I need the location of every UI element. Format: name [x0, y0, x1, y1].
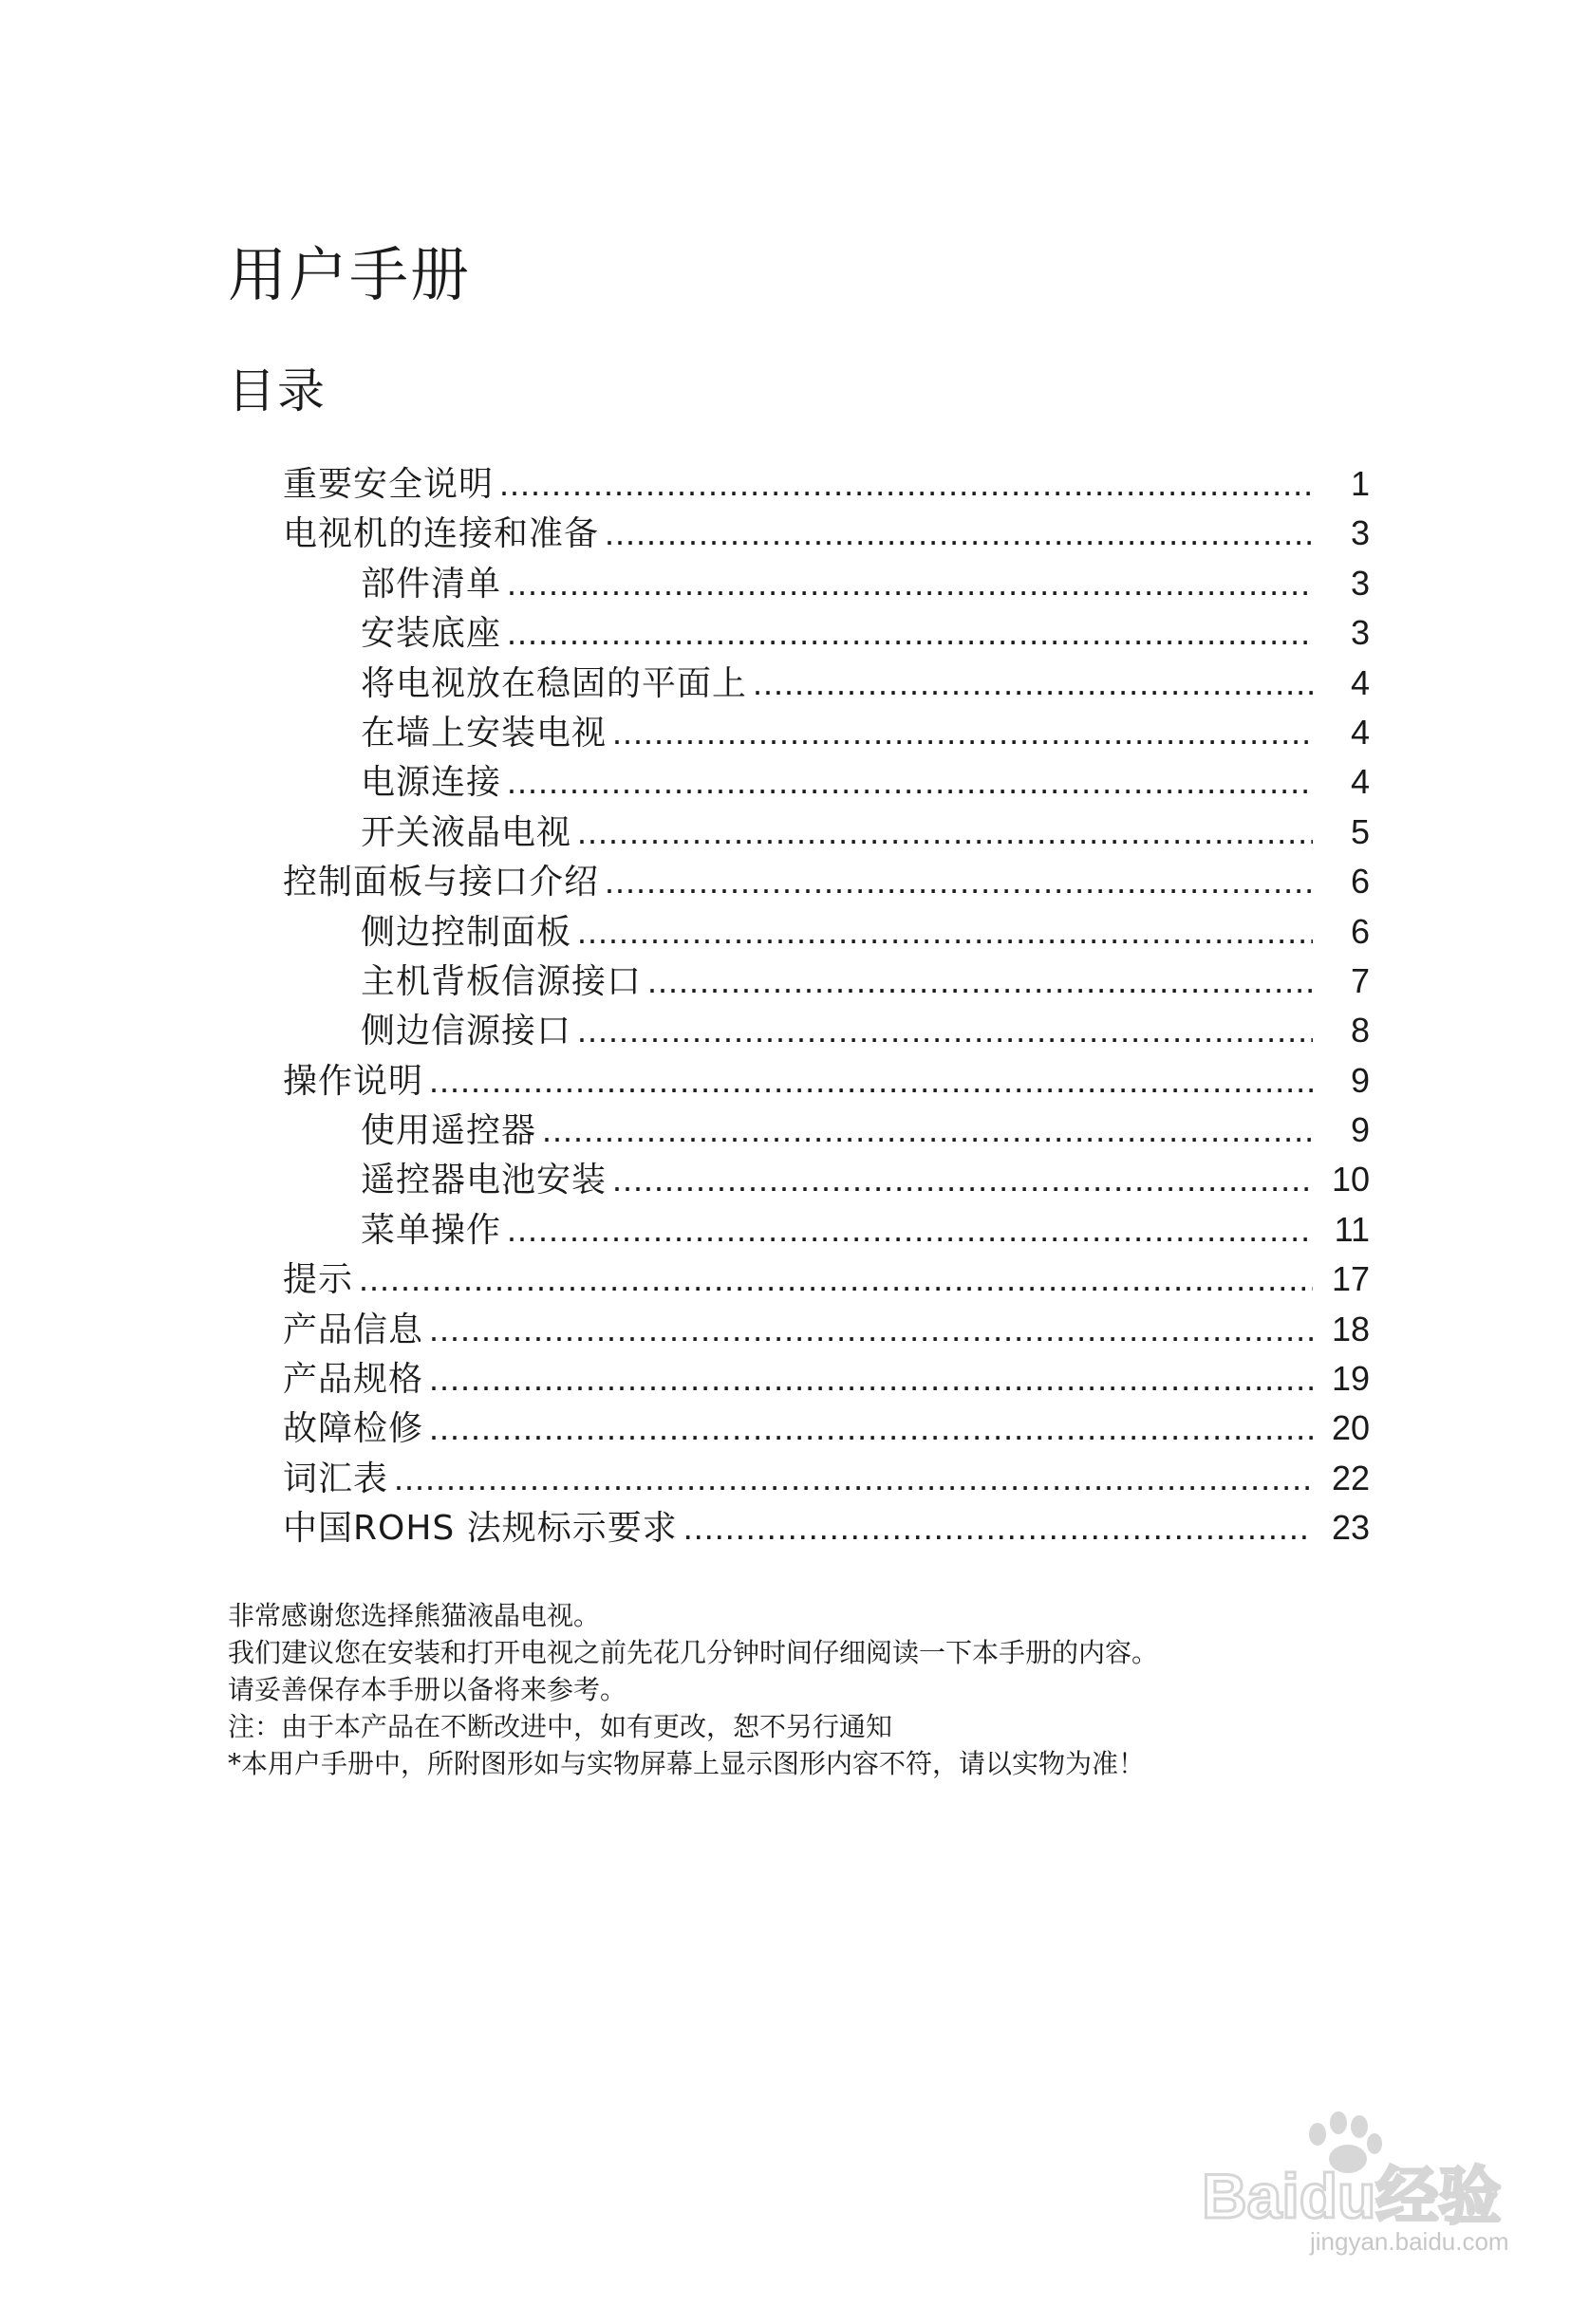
toc-entry-label: 操作说明 [283, 1061, 424, 1101]
toc-entry [283, 608, 1370, 658]
toc-entry-page: 17 [1331, 1259, 1370, 1299]
toc-dot-leader [507, 757, 1313, 807]
note-line: 我们建议您在安装和打开电视之前先花几分钟时间仔细阅读一下本手册的内容。 [228, 1637, 1159, 1668]
toc-entry-label: 提示 [283, 1260, 354, 1300]
toc-dot-leader [499, 459, 1313, 509]
toc-dot-leader [577, 907, 1313, 957]
toc-entry [283, 1155, 1370, 1204]
toc-entry [283, 1056, 1370, 1106]
toc-entry-label: 在墙上安装电视 [361, 713, 608, 753]
toc-entry [283, 1404, 1370, 1453]
toc-entry-label: 部件清单 [361, 564, 502, 604]
toc-entry [283, 1454, 1370, 1503]
toc-entry [283, 1354, 1370, 1404]
toc-dot-leader [507, 559, 1313, 608]
watermark-brand: Baidu经验 [1202, 2161, 1502, 2231]
toc-entry-page: 5 [1350, 811, 1370, 851]
toc-dot-leader [429, 1056, 1313, 1106]
toc-entry-label: 使用遥控器 [361, 1111, 537, 1151]
toc-dot-leader [683, 1503, 1313, 1552]
toc-entry-page: 9 [1350, 1110, 1370, 1150]
toc-entry-label: 产品规格 [283, 1360, 424, 1400]
baidu-jingyan-watermark [1196, 2106, 1519, 2258]
toc-entry-label: 故障检修 [283, 1409, 424, 1449]
note-line: 请妥善保存本手册以备将来参考。 [228, 1674, 627, 1705]
toc-entry-label: 安装底座 [361, 614, 502, 654]
toc-entry-page: 19 [1331, 1359, 1370, 1399]
toc-entry [283, 1503, 1370, 1552]
note-line: 非常感谢您选择熊猫液晶电视。 [228, 1600, 601, 1631]
toc-entry-page: 10 [1331, 1160, 1370, 1199]
toc-entry-page: 11 [1334, 1209, 1370, 1249]
table-of-contents [283, 459, 1370, 1553]
toc-entry-label: 词汇表 [283, 1459, 389, 1498]
toc-dot-leader [429, 1305, 1313, 1354]
toc-entry [283, 857, 1370, 906]
toc-entry-label: 电视机的连接和准备 [283, 514, 600, 554]
toc-entry-label: 控制面板与接口介绍 [283, 863, 600, 902]
toc-dot-leader [612, 1155, 1313, 1204]
toc-entry-label: 产品信息 [283, 1310, 424, 1349]
toc-entry-page: 20 [1331, 1408, 1370, 1448]
toc-entry-label: 重要安全说明 [283, 465, 495, 504]
toc-dot-leader [605, 857, 1313, 906]
toc-entry [283, 1106, 1370, 1155]
toc-entry [283, 1006, 1370, 1055]
toc-entry [283, 708, 1370, 757]
toc-entry-label: 将电视放在稳固的平面上 [361, 663, 748, 703]
toc-entry [283, 459, 1370, 509]
toc-entry-label: 开关液晶电视 [361, 812, 572, 852]
toc-entry-page: 4 [1350, 762, 1370, 802]
toc-dot-leader [359, 1255, 1313, 1304]
toc-entry-page: 7 [1350, 960, 1370, 1000]
toc-dot-leader [612, 708, 1313, 757]
toc-entry-page: 6 [1350, 911, 1370, 951]
toc-entry [283, 957, 1370, 1006]
toc-entry-label: 主机背板信源接口 [361, 961, 643, 1001]
toc-entry-page: 4 [1350, 662, 1370, 702]
toc-entry [283, 1305, 1370, 1354]
toc-dot-leader [753, 659, 1313, 708]
toc-entry-page: 6 [1350, 862, 1370, 902]
toc-entry-label: 中国ROHS 法规标示要求 [283, 1509, 678, 1549]
toc-entry [283, 808, 1370, 857]
toc-entry-page: 9 [1350, 1060, 1370, 1100]
note-line: *本用户手册中，所附图形如与实物屏幕上显示图形内容不符，请以实物为准！ [228, 1748, 1146, 1779]
toc-entry-page: 3 [1350, 563, 1370, 603]
toc-dot-leader [394, 1454, 1313, 1503]
toc-dot-leader [605, 509, 1313, 558]
toc-entry-label: 侧边信源接口 [361, 1012, 572, 1051]
watermark-url: jingyan.baidu.com [1310, 2227, 1509, 2256]
toc-entry-page: 1 [1350, 464, 1370, 503]
toc-entry-page: 3 [1350, 613, 1370, 653]
toc-entry-page: 18 [1331, 1309, 1370, 1348]
toc-entry [283, 757, 1370, 807]
toc-entry-label: 侧边控制面板 [361, 912, 572, 952]
toc-dot-leader [507, 1205, 1313, 1255]
toc-dot-leader [577, 808, 1313, 857]
toc-heading: 目录 [228, 363, 327, 418]
toc-dot-leader [429, 1404, 1313, 1453]
toc-dot-leader [577, 1006, 1313, 1055]
toc-entry [283, 509, 1370, 558]
toc-entry-label: 遥控器电池安装 [361, 1161, 608, 1200]
toc-entry [283, 559, 1370, 608]
toc-dot-leader [507, 608, 1313, 658]
toc-dot-leader [429, 1354, 1313, 1404]
toc-entry [283, 1255, 1370, 1304]
toc-entry-page: 3 [1350, 513, 1370, 553]
intro-notes [228, 1597, 1414, 1782]
toc-entry-page: 23 [1331, 1508, 1370, 1548]
toc-entry [283, 1205, 1370, 1255]
toc-entry-page: 22 [1331, 1458, 1370, 1497]
toc-entry-label: 菜单操作 [361, 1210, 502, 1250]
toc-entry-page: 8 [1350, 1011, 1370, 1050]
toc-entry-page: 4 [1350, 712, 1370, 752]
note-line: 注：由于本产品在不断改进中，如有更改，恕不另行通知 [228, 1711, 893, 1742]
toc-dot-leader [542, 1106, 1313, 1155]
page-title: 用户手册 [228, 240, 472, 309]
toc-entry-label: 电源连接 [361, 763, 502, 803]
toc-entry [283, 659, 1370, 708]
toc-entry [283, 907, 1370, 957]
toc-dot-leader [647, 957, 1313, 1006]
